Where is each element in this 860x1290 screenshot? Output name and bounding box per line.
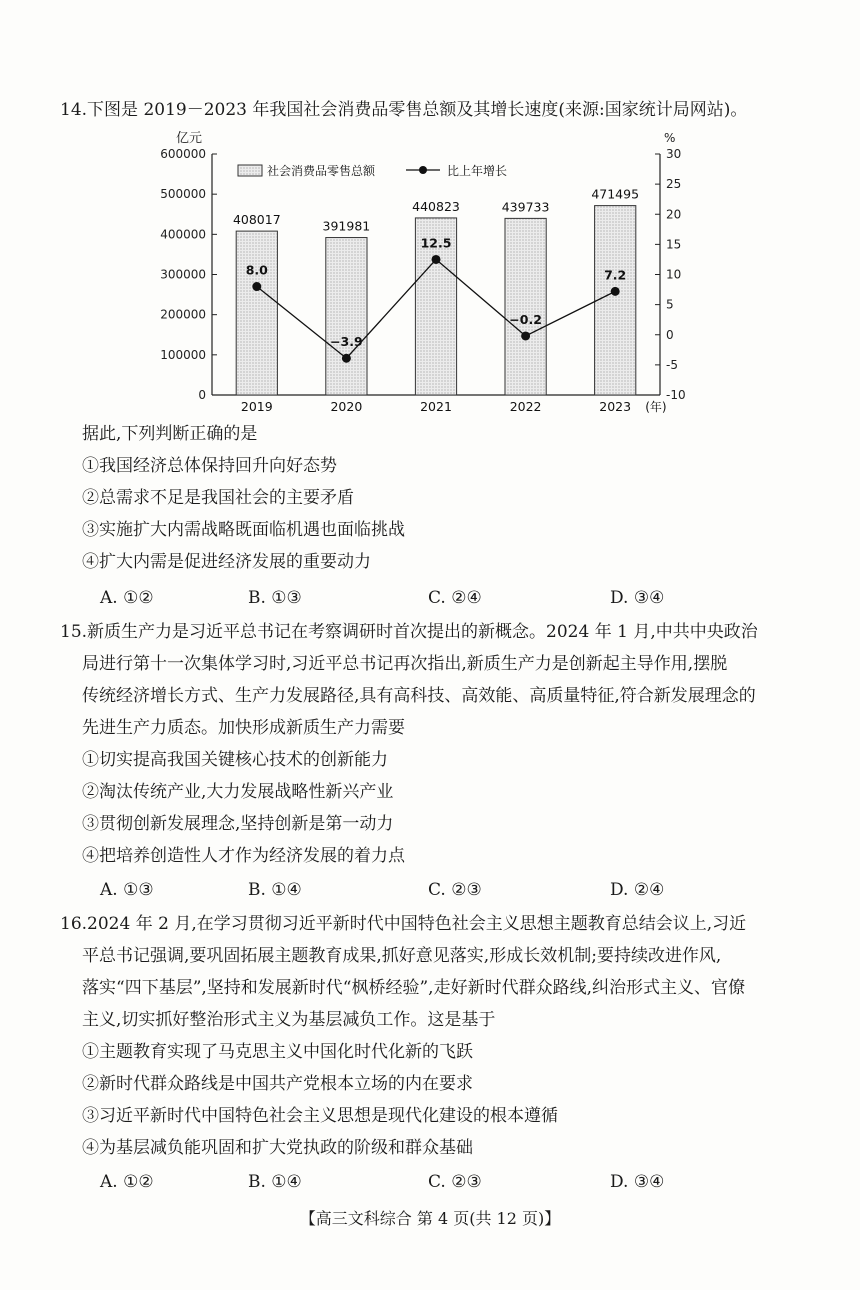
q14-prompt: 据此,下列判断正确的是: [82, 424, 258, 444]
q15-line-2: 局进行第十一次集体学习时,习近平总书记再次指出,新质生产力是创新起主导作用,摆脱: [82, 654, 728, 674]
bar-2023: [595, 206, 636, 395]
bar-2022: [505, 218, 546, 395]
bar-label-2019: 408017: [232, 212, 281, 228]
left-tick-label: 0: [198, 388, 206, 402]
bar-label-2023: 471495: [591, 186, 640, 202]
growth-label-2019: 8.0: [245, 262, 268, 278]
right-tick-label: 30: [666, 147, 682, 161]
q15-item-4: ④把培养创造性人才作为经济发展的着力点: [82, 846, 405, 866]
left-tick-label: 300000: [160, 267, 206, 282]
right-tick-label: 20: [666, 207, 682, 222]
right-tick-label: -5: [666, 357, 678, 372]
q16-option-c: C. ②③: [428, 1172, 482, 1192]
q16-line-3: 落实“四下基层”,坚持和发展新时代“枫桥经验”,走好新时代群众路线,纠治形式主义、官僚: [82, 978, 745, 998]
left-tick-label: 100000: [160, 347, 206, 362]
q16-item-2: ②新时代群众路线是中国共产党根本立场的内在要求: [82, 1074, 473, 1094]
left-tick-label: 400000: [160, 227, 206, 242]
right-tick-label: 0: [666, 327, 674, 342]
q14-stem: 14.下图是 2019－2023 年我国社会消费品零售总额及其增长速度(来源:国家统计局网站)。: [60, 100, 748, 120]
q16-line-1: 16.2024 年 2 月,在学习贯彻习近平新时代中国特色社会主义思想主题教育总结会议上,习近: [60, 914, 747, 934]
right-axis-unit: %: [664, 131, 676, 145]
q16-line-2: 平总书记强调,要巩固拓展主题教育成果,抓好意见落实,形成长效机制;要持续改进作风,: [82, 946, 722, 966]
q14-item-1: ①我国经济总体保持回升向好态势: [82, 456, 337, 476]
bar-2019: [236, 231, 277, 395]
growth-point-2021: [432, 255, 441, 264]
q16-option-d: D. ③④: [610, 1172, 665, 1192]
x-tick-label-2021: 2021: [420, 399, 452, 414]
bar-label-2022: 439733: [501, 199, 550, 215]
q15-item-3: ③贯彻创新发展理念,坚持创新是第一动力: [82, 814, 394, 834]
right-tick-label: 5: [666, 297, 674, 312]
x-axis-unit: (年): [645, 400, 667, 414]
legend-bar-swatch: [238, 165, 262, 176]
bar-2020: [326, 238, 367, 395]
growth-point-2022: [521, 331, 530, 340]
q16-line-4: 主义,切实抓好整治形式主义为基层减负工作。这是基于: [82, 1010, 496, 1030]
legend-line-label: 比上年增长: [447, 164, 508, 178]
growth-point-2019: [252, 282, 261, 291]
right-tick-label: 15: [666, 237, 682, 252]
left-tick-label: 600000: [160, 147, 206, 161]
q15-option-c: C. ②③: [428, 880, 482, 900]
q15-option-d: D. ②④: [610, 880, 665, 900]
growth-label-2020: −3.9: [330, 334, 363, 350]
q15-line-3: 传统经济增长方式、生产力发展路径,具有高科技、高效能、高质量特征,符合新发展理念的: [82, 686, 756, 706]
left-tick-label: 500000: [160, 187, 206, 202]
bar-label-2020: 391981: [322, 218, 371, 234]
growth-point-2023: [611, 287, 620, 296]
q14-item-3: ③实施扩大内需战略既面临机遇也面临挑战: [82, 520, 405, 540]
q14-option-d: D. ③④: [610, 588, 665, 608]
q14-option-a: A. ①②: [100, 588, 154, 608]
growth-point-2020: [342, 354, 351, 363]
growth-label-2023: 7.2: [604, 267, 627, 283]
q15-item-2: ②淘汰传统产业,大力发展战略性新兴产业: [82, 782, 394, 802]
growth-label-2021: 12.5: [420, 235, 452, 251]
right-tick-label: 10: [666, 267, 682, 282]
right-tick-label: 25: [666, 177, 682, 192]
retail-sales-chart: [0, 128, 860, 418]
x-tick-label-2019: 2019: [240, 399, 273, 414]
x-tick-label-2022: 2022: [509, 399, 542, 414]
q16-item-4: ④为基层减负能巩固和扩大党执政的阶级和群众基础: [82, 1138, 473, 1158]
q15-option-b: B. ①④: [248, 880, 302, 900]
legend-line-marker: [419, 166, 427, 174]
q15-option-a: A. ①③: [100, 880, 154, 900]
legend-bar-label: 社会消费品零售总额: [267, 164, 376, 178]
q16-item-3: ③习近平新时代中国特色社会主义思想是现代化建设的根本遵循: [82, 1106, 558, 1126]
q16-item-1: ①主题教育实现了马克思主义中国化时代化新的飞跃: [82, 1042, 473, 1062]
q14-item-4: ④扩大内需是促进经济发展的重要动力: [82, 552, 371, 572]
q14-item-2: ②总需求不足是我国社会的主要矛盾: [82, 488, 354, 508]
left-axis-unit: 亿元: [176, 131, 203, 146]
left-tick-label: 200000: [160, 307, 206, 322]
page-footer: 【高三文科综合 第 4 页(共 12 页)】: [299, 1209, 561, 1228]
q16-option-b: B. ①④: [248, 1172, 302, 1192]
q14-option-c: C. ②④: [428, 588, 482, 608]
growth-label-2022: −0.2: [509, 311, 542, 327]
q15-item-1: ①切实提高我国关键核心技术的创新能力: [82, 750, 388, 770]
q16-option-a: A. ①②: [100, 1172, 154, 1192]
x-tick-label-2020: 2020: [330, 399, 363, 414]
q15-line-4: 先进生产力质态。加快形成新质生产力需要: [82, 718, 405, 738]
x-tick-label-2023: 2023: [599, 399, 632, 414]
q14-option-b: B. ①③: [248, 588, 302, 608]
right-tick-label: -10: [666, 388, 686, 402]
bar-label-2021: 440823: [412, 198, 460, 214]
q15-line-1: 15.新质生产力是习近平总书记在考察调研时首次提出的新概念。2024 年 1 月,中共中央政治: [60, 622, 758, 642]
